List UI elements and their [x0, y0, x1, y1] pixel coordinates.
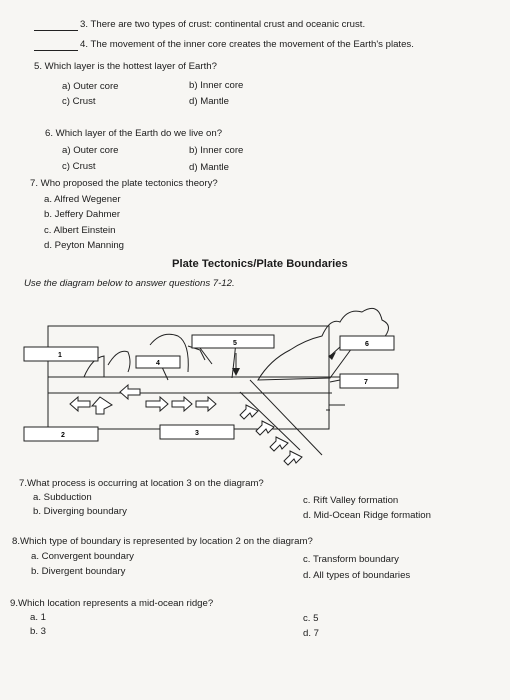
section-instructions: Use the diagram below to answer questions 7-12. [24, 278, 235, 289]
question-6-option-b: b) Inner core [189, 145, 244, 156]
question-5-option-d: d) Mantle [189, 96, 229, 107]
label-3: 3 [195, 430, 199, 437]
label-5: 5 [233, 340, 237, 347]
arrow-slab-3 [270, 437, 288, 451]
question-7b-option-a: a. Subduction [33, 492, 92, 503]
label-2: 2 [61, 432, 65, 439]
question-6-option-c: c) Crust [62, 161, 96, 172]
label-1: 1 [58, 352, 62, 359]
arrow-left-2 [92, 397, 112, 414]
arrow-slab-4 [284, 451, 302, 465]
question-8-prompt: 8.Which type of boundary is represented by location 2 on the diagram? [12, 536, 313, 547]
question-5-option-c: c) Crust [62, 96, 96, 107]
question-7b-option-d: d. Mid-Ocean Ridge formation [303, 510, 431, 521]
question-9-option-a: a. 1 [30, 612, 47, 623]
arrow-center-1 [146, 397, 168, 411]
question-9-option-b: b. 3 [30, 626, 47, 637]
arrow-left-3 [120, 385, 140, 399]
question-8-option-c: c. Transform boundary [303, 554, 399, 565]
question-9-option-d: d. 7 [303, 628, 320, 639]
question-6-option-d: d) Mantle [189, 162, 229, 173]
question-9-prompt: 9.Which location represents a mid-ocean ridge? [10, 598, 214, 609]
question-8-option-d: d. All types of boundaries [303, 570, 411, 581]
label-7: 7 [364, 379, 368, 386]
question-8-option-b: b. Divergent boundary [31, 566, 126, 577]
arrow-center-2 [172, 397, 192, 411]
question-4: 4. The movement of the inner core creates the movement of the Earth's plates. [80, 39, 414, 50]
section-title: Plate Tectonics/Plate Boundaries [172, 258, 348, 270]
question-7a-option-a: a. Alfred Wegener [44, 194, 121, 205]
question-7b-prompt: 7.What process is occurring at location 3 on the diagram? [19, 478, 264, 489]
label-6: 6 [365, 341, 369, 348]
question-7b-option-c: c. Rift Valley formation [303, 495, 399, 506]
question-9-option-c: c. 5 [303, 613, 319, 624]
question-7a-option-d: d. Peyton Manning [44, 240, 125, 251]
question-6-prompt: 6. Which layer of the Earth do we live on? [45, 128, 223, 139]
label-4: 4 [156, 360, 160, 367]
question-7b-option-b: b. Diverging boundary [33, 506, 127, 517]
question-7a-option-c: c. Albert Einstein [44, 225, 116, 236]
question-7a-prompt: 7. Who proposed the plate tectonics theory? [30, 178, 218, 189]
question-6-option-a: a) Outer core [62, 145, 119, 156]
question-8-option-a: a. Convergent boundary [31, 551, 134, 562]
question-3: 3. There are two types of crust: continental crust and oceanic crust. [80, 19, 366, 30]
question-5-option-b: b) Inner core [189, 80, 244, 91]
question-5-prompt: 5. Which layer is the hottest layer of Earth? [34, 61, 217, 72]
arrow-slab-2 [256, 421, 274, 435]
arrow-left-1 [70, 397, 90, 411]
label-box-7 [340, 374, 398, 388]
question-5-option-a: a) Outer core [62, 81, 119, 92]
question-7a-option-b: b. Jeffery Dahmer [44, 209, 121, 220]
arrow-center-3 [196, 397, 216, 411]
